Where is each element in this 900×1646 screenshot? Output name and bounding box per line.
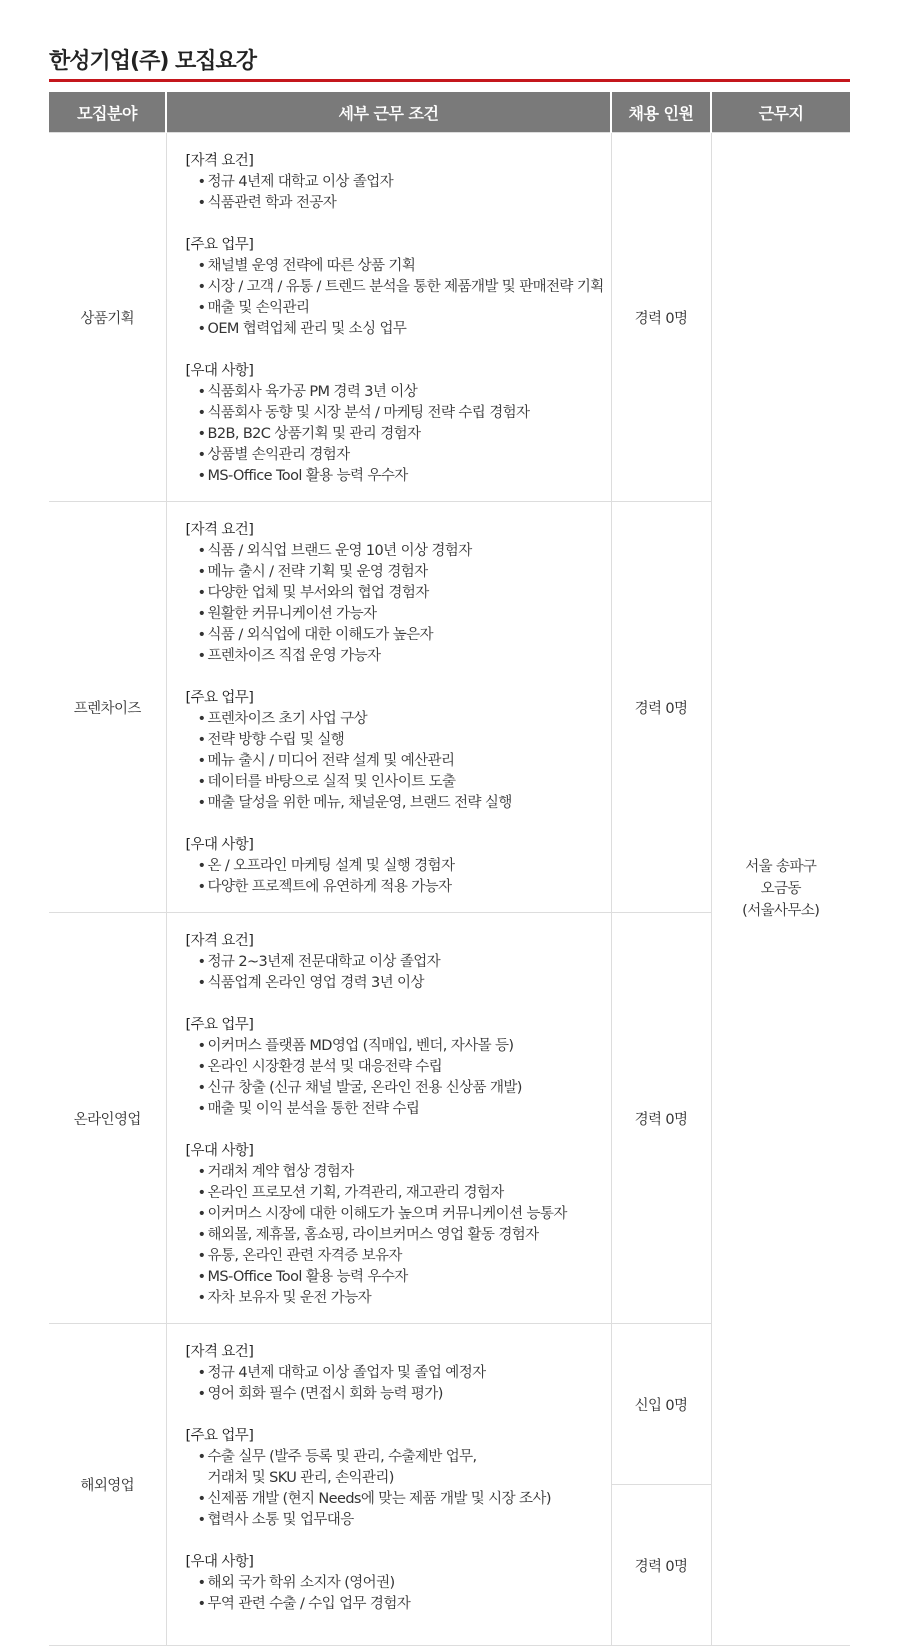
headcount-cell: 경력 0명 bbox=[611, 502, 711, 913]
list-item-text: 신규 창출 (신규 채널 발굴, 온라인 전용 신상품 개발) bbox=[207, 1080, 522, 1096]
detail-section bbox=[186, 1552, 611, 1615]
bullet-list bbox=[186, 1447, 611, 1531]
list-item bbox=[186, 172, 611, 193]
field-cell: 온라인영업 bbox=[49, 913, 166, 1324]
list-item bbox=[186, 877, 611, 898]
list-item bbox=[186, 541, 611, 562]
list-item bbox=[186, 793, 611, 814]
list-item-text: 수출 실무 (발주 등록 및 관리, 수출제반 업무, bbox=[207, 1449, 477, 1465]
location-line: (서울사무소) bbox=[742, 903, 820, 919]
list-item bbox=[186, 604, 611, 625]
list-item-text: 무역 관련 수출 / 수입 업무 경험자 bbox=[207, 1596, 411, 1612]
list-item bbox=[186, 1246, 611, 1267]
list-item-text: 식품 / 외식업에 대한 이해도가 높은자 bbox=[207, 627, 433, 643]
list-item-text: 이커머스 시장에 대한 이해도가 높으며 커뮤니케이션 능통자 bbox=[207, 1206, 567, 1222]
table-row bbox=[49, 133, 850, 502]
list-item bbox=[186, 403, 611, 424]
field-cell: 해외영업 bbox=[49, 1324, 166, 1646]
bullet-list bbox=[186, 541, 611, 667]
bullet-list bbox=[186, 856, 611, 898]
list-item bbox=[186, 730, 611, 751]
list-item bbox=[186, 772, 611, 793]
detail-cell bbox=[166, 502, 611, 913]
list-item-text: 온 / 오프라인 마케팅 설계 및 실행 경험자 bbox=[207, 858, 455, 874]
list-item bbox=[186, 424, 611, 445]
list-item-text: 매출 및 이익 분석을 통한 전략 수립 bbox=[207, 1101, 420, 1117]
bullet-list bbox=[186, 382, 611, 487]
list-item bbox=[186, 1225, 611, 1246]
section-title: [주요 업무] bbox=[185, 690, 254, 706]
list-item-text: 영어 회화 필수 (면접시 회화 능력 평가) bbox=[207, 1386, 443, 1402]
list-item-text: 해외몰, 제휴몰, 홈쇼핑, 라이브커머스 영업 활동 경험자 bbox=[207, 1227, 539, 1243]
bullet-list bbox=[186, 172, 611, 214]
list-item-text: 원활한 커뮤니케이션 가능자 bbox=[207, 606, 377, 622]
list-item bbox=[186, 1078, 611, 1099]
detail-section bbox=[186, 1342, 611, 1405]
list-item-text: 상품별 손익관리 경험자 bbox=[207, 447, 350, 463]
list-item-text: 정규 4년제 대학교 이상 졸업자 및 졸업 예정자 bbox=[207, 1365, 486, 1381]
section-title: [자격 요건] bbox=[185, 522, 254, 538]
list-item bbox=[186, 1594, 611, 1615]
headcount-cell: 신입 0명 bbox=[611, 1324, 711, 1485]
list-item-text: 자차 보유자 및 운전 가능자 bbox=[207, 1290, 372, 1306]
list-item-text: OEM 협력업체 관리 및 소싱 업무 bbox=[207, 321, 407, 337]
list-item bbox=[186, 1288, 611, 1309]
bullet-list bbox=[186, 1363, 611, 1405]
list-item-text: 거래처 및 SKU 관리, 손익관리) bbox=[207, 1470, 394, 1486]
list-item bbox=[186, 1363, 611, 1384]
section-title: [주요 업무] bbox=[185, 1428, 254, 1444]
detail-section bbox=[186, 1141, 611, 1309]
list-item-text: 매출 및 손익관리 bbox=[207, 300, 310, 316]
list-item-text: 다양한 프로젝트에 유연하게 적용 가능자 bbox=[207, 879, 452, 895]
location-cell bbox=[711, 133, 850, 1646]
list-item-text: MS-Office Tool 활용 능력 우수자 bbox=[207, 468, 408, 484]
list-item bbox=[186, 646, 611, 667]
list-item bbox=[186, 256, 611, 277]
section-title: [주요 업무] bbox=[185, 1017, 254, 1033]
list-item-text: 정규 4년제 대학교 이상 졸업자 bbox=[207, 174, 394, 190]
list-item bbox=[186, 445, 611, 466]
list-item-text: 거래처 계약 협상 경험자 bbox=[207, 1164, 354, 1180]
detail-section bbox=[186, 1426, 611, 1531]
headcount-cell: 경력 0명 bbox=[611, 1485, 711, 1646]
list-item bbox=[186, 952, 611, 973]
section-title: [자격 요건] bbox=[185, 933, 254, 949]
list-item bbox=[186, 1489, 611, 1510]
list-item-text: 채널별 운영 전략에 따른 상품 기획 bbox=[207, 258, 416, 274]
list-item bbox=[186, 466, 611, 487]
list-item bbox=[186, 1510, 611, 1531]
section-title: [우대 사항] bbox=[185, 363, 254, 379]
section-title: [우대 사항] bbox=[185, 837, 254, 853]
title-underline bbox=[49, 79, 850, 82]
list-item-text: 다양한 업체 및 부서와의 협업 경험자 bbox=[207, 585, 429, 601]
list-item bbox=[186, 1447, 611, 1468]
detail-cell bbox=[166, 913, 611, 1324]
list-item-text: 유통, 온라인 관련 자격증 보유자 bbox=[207, 1248, 402, 1264]
list-item bbox=[186, 1036, 611, 1057]
list-item bbox=[186, 625, 611, 646]
bullet-list bbox=[186, 1162, 611, 1309]
list-item bbox=[186, 1573, 611, 1594]
list-item bbox=[186, 709, 611, 730]
detail-section bbox=[186, 1015, 611, 1120]
list-item-text: 식품회사 동향 및 시장 분석 / 마케팅 전략 수립 경험자 bbox=[207, 405, 530, 421]
bullet-list bbox=[186, 1036, 611, 1120]
list-item-text: 전략 방향 수립 및 실행 bbox=[207, 732, 345, 748]
list-item bbox=[186, 562, 611, 583]
recruitment-table bbox=[49, 92, 850, 1646]
list-item-text: 이커머스 플랫폼 MD영업 (직매입, 벤더, 자사몰 등) bbox=[207, 1038, 514, 1054]
list-item bbox=[186, 1099, 611, 1120]
list-item bbox=[186, 1468, 611, 1489]
bullet-list bbox=[186, 709, 611, 814]
field-cell: 상품기획 bbox=[49, 133, 166, 502]
page-title: 한성기업(주) 모집요강 bbox=[49, 49, 257, 74]
section-title: [자격 요건] bbox=[185, 1344, 254, 1360]
list-item-text: 매출 달성을 위한 메뉴, 채널운영, 브랜드 전략 실행 bbox=[207, 795, 512, 811]
detail-section bbox=[186, 235, 611, 340]
list-item bbox=[186, 1162, 611, 1183]
list-item-text: 신제품 개발 (현지 Needs에 맞는 제품 개발 및 시장 조사) bbox=[207, 1491, 551, 1507]
detail-section bbox=[186, 520, 611, 667]
list-item bbox=[186, 193, 611, 214]
list-item-text: 프렌차이즈 직접 운영 가능자 bbox=[207, 648, 381, 664]
list-item bbox=[186, 751, 611, 772]
list-item bbox=[186, 973, 611, 994]
list-item bbox=[186, 277, 611, 298]
list-item-text: 식품관련 학과 전공자 bbox=[207, 195, 337, 211]
header-location: 근무지 bbox=[711, 92, 850, 133]
list-item bbox=[186, 1267, 611, 1288]
detail-section bbox=[186, 688, 611, 814]
list-item-text: 정규 2~3년제 전문대학교 이상 졸업자 bbox=[207, 954, 441, 970]
list-item-text: 해외 국가 학위 소지자 (영어권) bbox=[207, 1575, 395, 1591]
list-item bbox=[186, 319, 611, 340]
detail-section bbox=[186, 835, 611, 898]
section-title: [우대 사항] bbox=[185, 1554, 254, 1570]
list-item-text: 온라인 시장환경 분석 및 대응전략 수립 bbox=[207, 1059, 443, 1075]
headcount-cell: 경력 0명 bbox=[611, 133, 711, 502]
header-details: 세부 근무 조건 bbox=[166, 92, 611, 133]
list-item-text: 데이터를 바탕으로 실적 및 인사이트 도출 bbox=[207, 774, 456, 790]
list-item bbox=[186, 298, 611, 319]
headcount-cell: 경력 0명 bbox=[611, 913, 711, 1324]
detail-cell bbox=[166, 133, 611, 502]
header-field: 모집분야 bbox=[49, 92, 166, 133]
list-item-text: 식품 / 외식업 브랜드 운영 10년 이상 경험자 bbox=[207, 543, 472, 559]
section-title: [자격 요건] bbox=[185, 153, 254, 169]
list-item-text: 식품업계 온라인 영업 경력 3년 이상 bbox=[207, 975, 424, 991]
list-item bbox=[186, 583, 611, 604]
list-item bbox=[186, 1204, 611, 1225]
header-headcount: 채용 인원 bbox=[611, 92, 711, 133]
list-item-text: 협력사 소통 및 업무대응 bbox=[207, 1512, 354, 1528]
detail-cell bbox=[166, 1324, 611, 1646]
location-line: 서울 송파구 bbox=[745, 859, 817, 875]
detail-section bbox=[186, 931, 611, 994]
list-item bbox=[186, 1384, 611, 1405]
list-item-text: 프렌차이즈 초기 사업 구상 bbox=[207, 711, 368, 727]
list-item-text: 시장 / 고객 / 유통 / 트렌드 분석을 통한 제품개발 및 판매전략 기획 bbox=[207, 279, 604, 295]
list-item bbox=[186, 1183, 611, 1204]
detail-section bbox=[186, 361, 611, 487]
location-line: 오금동 bbox=[760, 881, 801, 897]
bullet-list bbox=[186, 1573, 611, 1615]
bullet-list bbox=[186, 256, 611, 340]
list-item bbox=[186, 856, 611, 877]
table-header-row bbox=[49, 92, 850, 133]
section-title: [우대 사항] bbox=[185, 1143, 254, 1159]
list-item-text: 식품회사 육가공 PM 경력 3년 이상 bbox=[207, 384, 418, 400]
list-item bbox=[186, 1057, 611, 1078]
bullet-list bbox=[186, 952, 611, 994]
list-item bbox=[186, 382, 611, 403]
field-cell: 프렌차이즈 bbox=[49, 502, 166, 913]
detail-section bbox=[186, 151, 611, 214]
list-item-text: 온라인 프로모션 기획, 가격관리, 재고관리 경험자 bbox=[207, 1185, 504, 1201]
list-item-text: MS-Office Tool 활용 능력 우수자 bbox=[207, 1269, 408, 1285]
section-title: [주요 업무] bbox=[185, 237, 254, 253]
list-item-text: 메뉴 출시 / 미디어 전략 설계 및 예산관리 bbox=[207, 753, 455, 769]
list-item-text: 메뉴 출시 / 전략 기획 및 운영 경험자 bbox=[207, 564, 428, 580]
list-item-text: B2B, B2C 상품기획 및 관리 경험자 bbox=[207, 426, 421, 442]
